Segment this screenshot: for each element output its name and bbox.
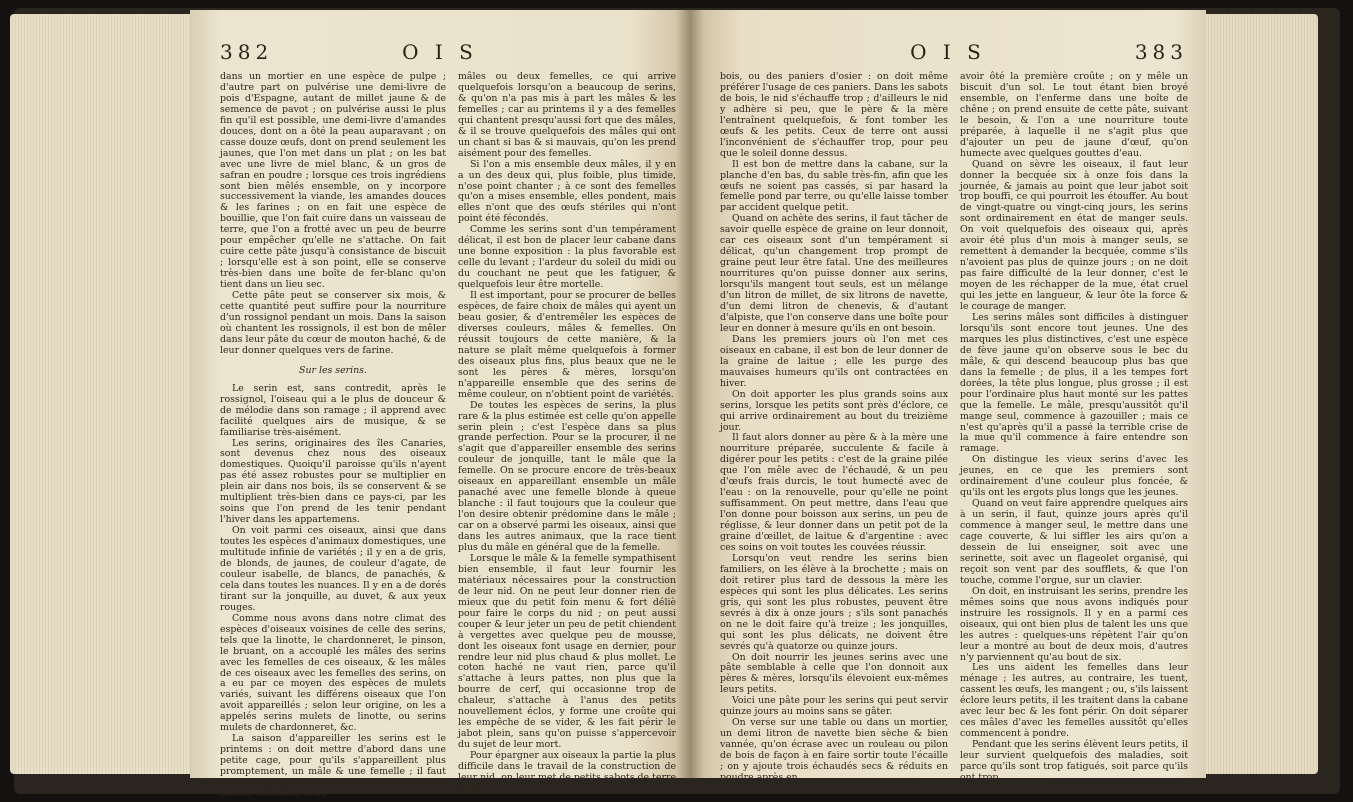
paragraph: bois, ou des paniers d'osier : on doit même préférer l'usage de ces paniers. Dans les sabots de bois, le nid s'échauffe trop ; d'ailleurs le nid y adhère si peu, que le père & la mère l'entraînent quelquefois, & font tomber les œufs & les petits. Ceux de terre ont aussi l'inconvénient de s'échauffer trop, pour peu que le soleil donne dessus.	[720, 71, 948, 159]
paragraph: Lorsqu'on veut rendre les serins bien familiers, on les élève à la brochette ; mais on doit retirer plus tard de dessous la mère les espèces qui sont les plus délicates. Les serins gris, qui sont les plus robustes, peuvent être sevrés à dix à onze jours ; s'ils sont panachés on ne le doit faire qu'à treize ; les jonquilles, qui sont les plus délicats, ne doivent être sevrés qu'à quatorze ou quinze jours.	[720, 552, 948, 652]
paragraph: dans un mortier en une espèce de pulpe ; d'autre part on pulvérise une demi-livre de pois d'Espagne, autant de millet jaune & de semence de pavot ; on pulvérise aussi le plus fin qu'il est possible, une demi-livre d'amandes douces, dont on a ôté la peau auparavant ; on casse douze œufs, dont on prend seulement les jaunes, que l'on met dans un plat ; on les bat avec une livre de miel blanc, & un gros de safran en poudre ; lorsque ces trois ingrédiens sont bien mêlés ensemble, on y incorpore successivement la viande, les amandes douces & les farines ; on en fait une espèce de bouillie, que l'on fait cuire dans un vaisseau de terre, que l'on a frotté avec un peu de beurre pour empêcher qu'elle ne s'attache. On fait cuire cette pâte jusqu'à consistance de biscuit ; lorsqu'elle est à son point, elle se conserve très-bien dans une boîte de fer-blanc qu'on tient dans un lieu sec.	[220, 71, 446, 291]
paragraph: On verse sur une table ou dans un mortier, un demi litron de navette bien sèche & bien vannée, qu'on écrase avec un rouleau ou pilon de bois de façon à en faire sortir toute l'écaille ; on y ajoute trois échaudés secs & réduits en poudre après en	[720, 717, 948, 783]
paragraph: Les serins mâles sont difficiles à distinguer lorsqu'ils sont encore tout jeunes. Une des marques les plus distinctives, c'est une espèce de fève jaune qu'on observe sous le bec du mâle, & qui descend beaucoup plus bas que dans la femelle ; de plus, il a les tempes fort dorées, la tête plus longue, plus grosse ; il est pour l'ordinaire plus haut monté sur les pattes que la femelle. Le mâle, presqu'aussitôt qu'il mange seul, commence à gazouiller ; mais ce n'est qu'après qu'il a passé la terrible crise de la mue qu'il commence à faire entendre son ramage.	[960, 311, 1188, 455]
right-running-title: O I S	[910, 40, 986, 64]
paragraph: Il est important, pour se procurer de belles espèces, de faire choix de mâles qui ayent un beau gosier, & d'entremêler les espèces de diverses couleurs, mâles & femelles. On réussit toujours de cette manière, & la nature se plaît même quelquefois à former des oiseaux plus fins, plus beaux que ne le sont les pères & mères, lorsqu'on n'appareille ensemble que des serins de même couleur, on n'obtient point de variétés.	[458, 290, 676, 400]
paragraph: Il faut alors donner au père & à la mère une nourriture préparée, succulente & facile à digérer pour les petits : c'est de la graine pilée que l'on mêle avec de l'échaudé, & un peu d'œufs frais durcis, le tout humecté avec de l'eau : on la renouvelle, pour qu'elle ne point suffisamment. On peut mettre, dans l'eau que l'on donne pour boisson aux serins, un peu de réglisse, & leur donner dans un petit pot de la graine d'œillet, de laitue & d'argentine : avec ces soins on voit toutes les couvées réussir.	[720, 432, 948, 553]
paragraph: Il est bon de mettre dans la cabane, sur la planche d'en bas, du sable très-fin, afin que les œufs ne soient pas cassés, si par hasard la femelle pond par terre, ou qu'elle laisse tomber par accident quelque petit.	[720, 158, 948, 214]
paragraph: On doit, en instruisant les serins, prendre les mêmes soins que nous avons indiqués pour instruire les rossignols. Il y en a parmi ces oiseaux, qui ont bien plus de talent les uns que les autres : quelques-uns répètent l'air qu'on leur a montré au bout de deux mois, d'autres n'y parviennent qu'au bout de six.	[960, 585, 1188, 663]
paragraph: Cette pâte peut se conserver six mois, & cette quantité peut suffire pour la nourriture d'un rossignol pendant un mois. Dans la saison où chantent les rossignols, il est bon de mêler dans leur pâte du cœur de mouton haché, & de leur donner quelques vers de farine.	[220, 290, 446, 356]
paragraph: Comme nous avons dans notre climat des espèces d'oiseaux voisines de celle des serins, tels que la linotte, le chardonneret, le pinson, le bruant, on a accouplé les mâles des serins avec les femelles de ces oiseaux, & les mâles de ces oiseaux avec les femelles des serins, on a eu par ce moyen des espèces de mulets variés, suivant les différens oiseaux que l'on avoit appareillés ; selon leur origine, on les a appelés serins mulets de linotte, ou serins mulets de chardonneret, &c.	[220, 612, 446, 734]
left-column-1	[220, 71, 446, 799]
left-running-title: O I S	[402, 40, 478, 64]
left-page-header	[190, 40, 690, 68]
page-edges-right	[1206, 14, 1318, 774]
paragraph: On doit apporter les plus grands soins aux serins, lorsque les petits sont près d'éclore, ce qui arrive ordinairement au bout du treizième jour.	[720, 388, 948, 433]
left-page-columns	[220, 71, 676, 799]
paragraph: Pendant que les serins élèvent leurs petits, il leur survient quelquefois des maladies, soit parce qu'ils sont trop fatigués, soit parce qu'ils ont trop	[960, 739, 1188, 783]
paragraph: On distingue les vieux serins d'avec les jeunes, en ce que les premiers sont ordinairement d'une couleur plus foncée, & qu'ils ont les ergots plus longs que les jeunes.	[960, 454, 1188, 499]
paragraph: Pour épargner aux oiseaux la partie la plus difficile dans le travail de la construction de leur nid, on leur met de petits sabots de terre ou de	[458, 750, 676, 794]
left-page	[190, 10, 690, 799]
paragraph: Comme les serins sont d'un tempérament délicat, il est bon de placer leur cabane dans une bonne exposition : la plus favorable est celle du levant ; l'ardeur du soleil du midi ou du couchant ne peut que les fatiguer, & quelquefois leur être mortelle.	[458, 224, 676, 291]
left-column-2	[458, 71, 676, 794]
paragraph: On doit nourrir les jeunes serins avec une pâte semblable à celle que l'on donnoit aux pères & mères, lorsqu'ils élevoient eux-mêmes leurs petits.	[720, 651, 948, 696]
paragraph: avoir ôté la première croûte ; on y mêle un biscuit d'un sol. Le tout étant bien broyé ensemble, on l'enferme dans une boîte de chêne ; on prend ensuite de cette pâte, suivant le besoin, & l'on a une nourriture toute préparée, à laquelle il ne s'agit plus que d'ajouter un peu de jaune d'œuf, qu'on humecte avec quelques gouttes d'eau.	[960, 71, 1188, 159]
paragraph: On voit parmi ces oiseaux, ainsi que dans toutes les espèces d'animaux domestiques, une multitude infinie de variétés ; il y en a de gris, de blonds, de jaunes, de couleur d'agate, de couleur isabelle, de blancs, de panachés, & cela dans toutes les nuances. Il y en a de dorés tirant sur la jonquille, au duvet, & aux yeux rouges.	[220, 525, 446, 613]
right-column-1	[720, 71, 948, 783]
paragraph: Quand on sèvre les oiseaux, il faut leur donner la becquée six à onze fois dans la journée, & jamais au point que leur jabot soit trop bouffi, ce qui pourroit les étouffer. Au bout de vingt-quatre ou vingt-cinq jours, les serins sont ordinairement en état de manger seuls. On voit quelquefois des oiseaux qui, après avoir été plus d'un mois à manger seuls, se remettent à demander la becquée, comme s'ils n'avoient pas plus de quinze jours ; on ne doit pas faire difficulté de la leur donner, c'est le moyen de les réchapper de la mue, état cruel qui les jette en langueur, & leur ôte la force & le courage de manger.	[960, 158, 1188, 313]
right-page-columns	[720, 71, 1188, 783]
right-page-header	[690, 40, 1206, 68]
paragraph: Lorsque le mâle & la femelle sympathisent bien ensemble, il faut leur fournir les matériaux nécessaires pour la construction de leur nid. On ne peut leur donner rien de mieux que du petit foin menu & fort déliè pour faire le corps du nid ; on peut aussi couper & leur jeter un peu de petit chiendent à vergettes avec quelque peu de mousse, dont les oiseaux font usage en dernier, pour rendre leur nid plus chaud & plus mollet. Le coton haché ne vaut rien, parce qu'il s'attache à leurs pattes, non plus que la bourre de cerf, qui occasionne trop de chaleur, s'attache à l'anus des petits nouvellement éclos, y forme une croûte qui les empêche de se vider, & les fait périr le jabot plein, sans qu'on puisse s'appercevoir du sujet de leur mort.	[458, 552, 676, 751]
right-column-2	[960, 71, 1188, 783]
paragraph: Les serins, originaires des îles Canaries, sont devenus chez nous des oiseaux domestiques. Quoiqu'il paroisse qu'ils n'ayent pas été assez robustes pour se multiplier en plein air dans nos bois, ils se conservent & se multiplient très-bien dans ce pays-ci, par les soins que l'on prend de les tenir pendant l'hiver dans les appartemens.	[220, 437, 446, 526]
paragraph: mâles ou deux femelles, ce qui arrive quelquefois lorsqu'on a beaucoup de serins, & qu'on n'a pas mis à part les mâles & les femelles ; car au printems il y a des femelles qui chantent presqu'aussi fort que des mâles, & il se trouve quelquefois des mâles qui ont un chant si bas & si mauvais, qu'on les prend aisément pour des femelles.	[458, 71, 676, 159]
paragraph: Dans les premiers jours où l'on met ces oiseaux en cabane, il est bon de leur donner de la graine de laitue ; elle les purge des mauvaises humeurs qu'ils ont contractées en hiver.	[720, 333, 948, 389]
paragraph: Quand on veut faire apprendre quelques airs à un serin, il faut, quinze jours après qu'il commence à manger seul, le mettre dans une cage couverte, & lui siffler les airs qu'on a dessein de lui enseigner, soit avec une serinette, soit avec un flageolet organisé, qui reçoit son vent par des soufflets, & que l'on touche, comme l'orgue, sur un clavier.	[960, 498, 1188, 586]
right-page	[690, 10, 1206, 783]
paragraph: De toutes les espèces de serins, la plus rare & la plus estimée est celle qu'on appelle serin plein ; c'est l'espèce dans sa plus grande perfection. Pour se la procurer, il ne s'agit que d'appareiller ensemble des serins couleur de jonquille, tant le mâle que la femelle. On se procure encore de très-beaux oiseaux en appareillant ensemble un mâle panaché avec une femelle blonde à queue blanche : il faut toujours que la couleur que l'on desire obtenir prédomine dans le mâle ; car on a observé parmi les oiseaux, ainsi que dans les autres animaux, que la race tient plus du mâle en général que de la femelle.	[458, 399, 676, 553]
right-page-number: 383	[1134, 40, 1188, 64]
paragraph: Voici une pâte pour les serins qui peut servir quinze jours au moins sans se gâter.	[720, 695, 948, 718]
book-gutter	[676, 10, 704, 778]
page-edges-left	[10, 14, 190, 774]
paragraph: Si l'on a mis ensemble deux mâles, il y en a un des deux qui, plus foible, plus timide, n'ose point chanter ; à ce sont des femelles qu'on a mises ensemble, elles pondent, mais elles n'ont que des œufs stériles qui n'ont point été fécondés.	[458, 158, 676, 225]
section-subtitle: Sur les serins.	[299, 364, 367, 376]
paragraph: Quand on achète des serins, il faut tâcher de savoir quelle espèce de graine on leur donnoit, car ces oiseaux sont d'un tempérament si délicat, qu'un changement trop prompt de graine peut leur être fatal. Une des meilleures nourritures qu'on puisse donner aux serins, lorsqu'ils mangent tout seuls, est un mélange d'un litron de millet, de six litrons de navette, d'un demi litron de chenevis, & d'autant d'alpiste, que l'on conserve dans une boîte pour leur en donner à mesure qu'ils en ont besoin.	[720, 213, 948, 334]
paragraph: La saison d'appareiller les serins est le printems : on doit mettre d'abord dans une petite cage, pour qu'ils s'appareillent plus promptement, un mâle & une femelle ; il faut prendre garde de se tromper, & de ne pas mettre ensemble deux	[220, 733, 446, 799]
left-page-number: 382	[220, 40, 274, 64]
paragraph: Les uns aident les femelles dans leur ménage ; les autres, au contraire, les tuent, cassent les œufs, les mangent ; ou, s'ils laissent éclore leurs petits, il les traitent dans la cabane avec leur bec & les font périr. On doit séparer ces mâles d'avec les femelles aussitôt qu'elles commencent à pondre.	[960, 662, 1188, 740]
paragraph: Le serin est, sans contredit, après le rossignol, l'oiseau qui a le plus de douceur & de mélodie dans son ramage ; il apprend avec facilité quelques airs de musique, & se familiarise très-aisément.	[220, 382, 446, 438]
